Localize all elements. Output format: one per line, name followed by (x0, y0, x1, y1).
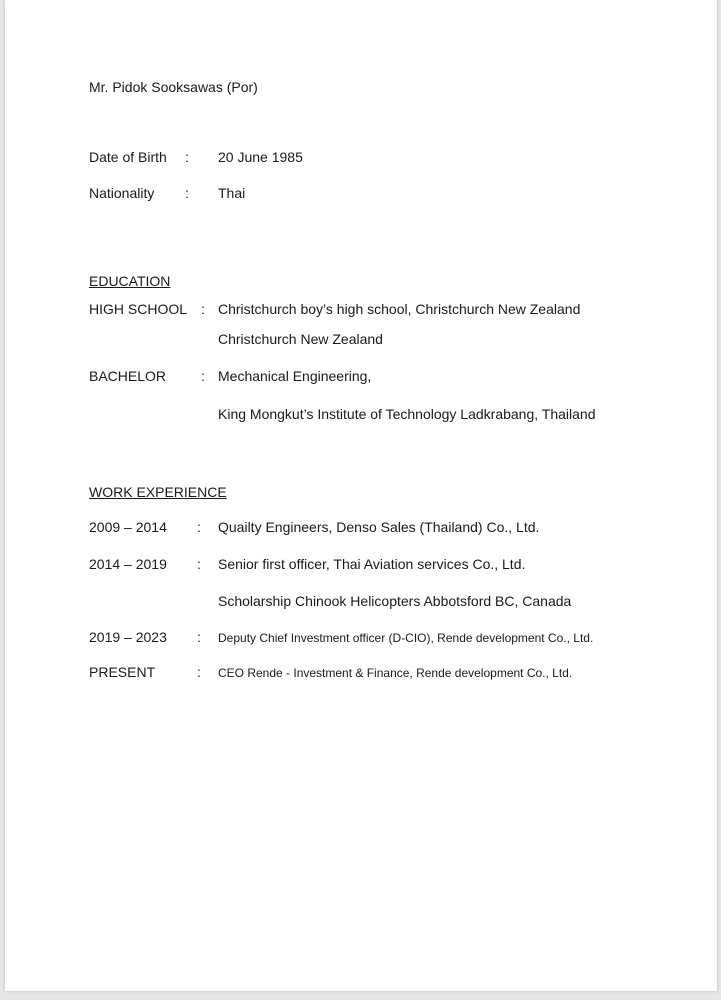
high-school-line: Christchurch boy’s high school, Christchurch New Zealand (218, 301, 581, 317)
bachelor-line: King Mongkut’s Institute of Technology Ladkrabang, Thailand (218, 406, 596, 422)
document-page (5, 0, 717, 991)
bachelor-separator: : (201, 368, 205, 384)
work-separator: : (197, 664, 201, 680)
work-separator: : (197, 629, 201, 645)
work-period: 2019 – 2023 (89, 629, 167, 645)
candidate-name: Mr. Pidok Sooksawas (Por) (89, 79, 258, 95)
high-school-label: HIGH SCHOOL (89, 301, 188, 317)
dob-label: Date of Birth (89, 149, 167, 165)
nationality-label: Nationality (89, 185, 155, 201)
work-description: Quailty Engineers, Denso Sales (Thailand) Co., Ltd. (218, 519, 540, 535)
dob-separator: : (185, 149, 189, 165)
work-period: 2009 – 2014 (89, 519, 167, 535)
work-period: 2014 – 2019 (89, 556, 167, 572)
bachelor-line: Mechanical Engineering, (218, 368, 372, 384)
education-heading: EDUCATION (89, 273, 171, 289)
work-heading: WORK EXPERIENCE (89, 484, 227, 500)
dob-value: 20 June 1985 (218, 149, 303, 165)
work-description: Deputy Chief Investment officer (D-CIO), Rende development Co., Ltd. (218, 631, 594, 645)
nationality-value: Thai (218, 185, 246, 201)
work-description: CEO Rende - Investment & Finance, Rende development Co., Ltd. (218, 666, 573, 680)
work-separator: : (197, 556, 201, 572)
high-school-line: Christchurch New Zealand (218, 331, 383, 347)
bachelor-label: BACHELOR (89, 368, 167, 384)
work-description: Senior first officer, Thai Aviation services Co., Ltd. (218, 556, 526, 572)
work-period: PRESENT (89, 664, 156, 680)
work-separator: : (197, 519, 201, 535)
high-school-separator: : (201, 301, 205, 317)
nationality-separator: : (185, 185, 189, 201)
work-description: Scholarship Chinook Helicopters Abbotsford BC, Canada (218, 593, 572, 609)
